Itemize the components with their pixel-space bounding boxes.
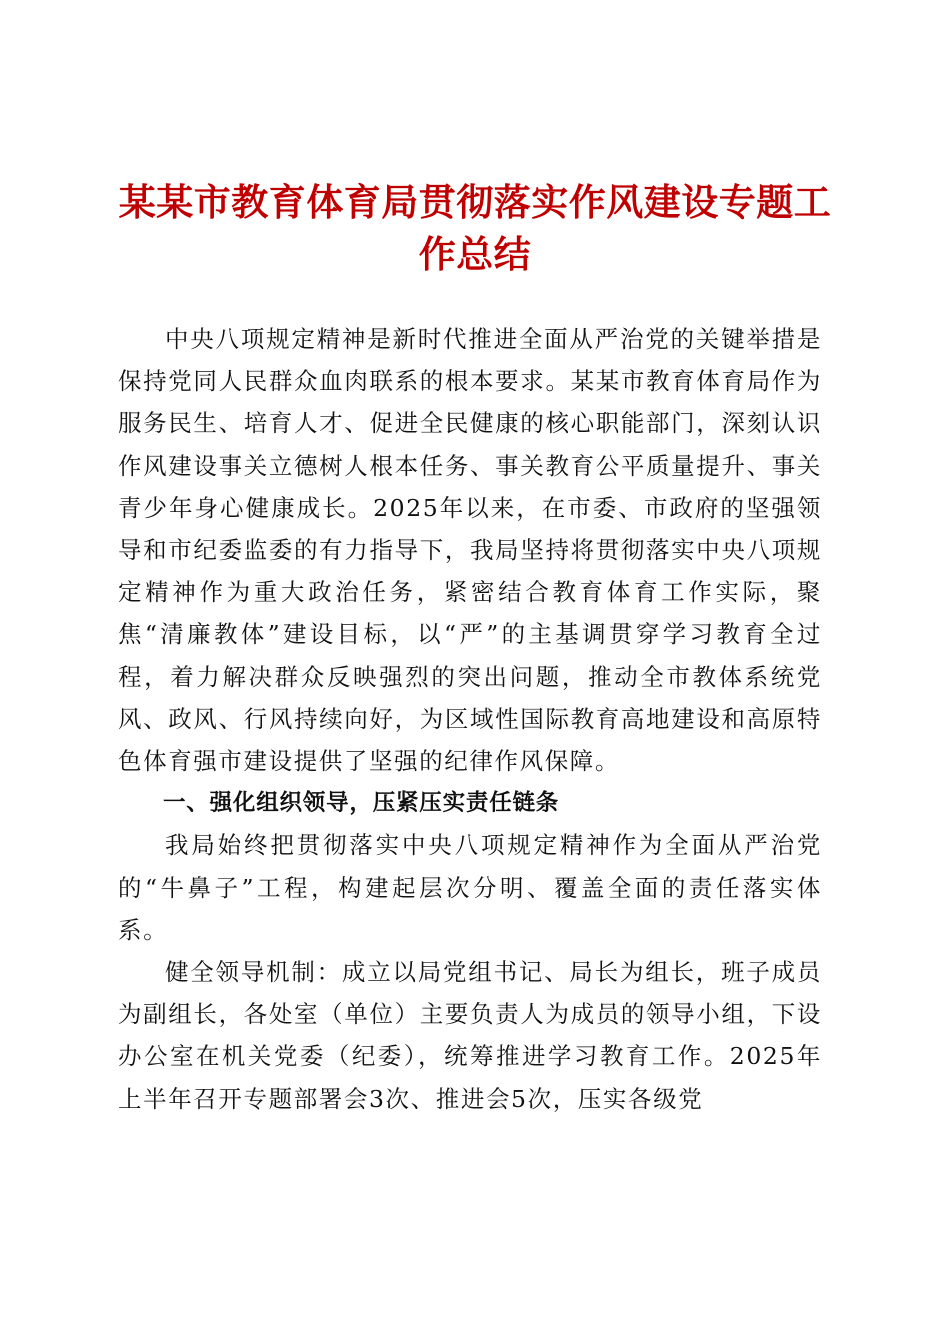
- section-heading: 一、强化组织领导，压紧压实责任链条: [163, 790, 560, 817]
- document-body: [118, 318, 822, 1120]
- body-paragraph: 我局始终把贯彻落实中央八项规定精神作为全面从严治党的“牛鼻子”工程，构建起层次分明、覆盖全面的责任落实体系。: [118, 831, 822, 944]
- body-paragraph: 健全领导机制：成立以局党组书记、局长为组长，班子成员为副组长，各处室（单位）主要负责人为成员的领导小组，下设办公室在机关党委（纪委），统筹推进学习教育工作。2025年上半年召开专题部署会3次、推进会5次，压实各级党: [118, 958, 822, 1113]
- document-title: 某某市教育体育局贯彻落实作风建设专题工作总结: [118, 180, 832, 276]
- intro-paragraph: 中央八项规定精神是新时代推进全面从严治党的关键举措是保持党同人民群众血肉联系的根本要求。某某市教育体育局作为服务民生、培育人才、促进全民健康的核心职能部门，深刻认识作风建设事关立德树人根本任务、事关教育公平质量提升、事关青少年身心健康成长。2025年以来，在市委、市政府的坚强领导和市纪委监委的有力指导下，我局坚持将贯彻落实中央八项规定精神作为重大政治任务，紧密结合教育体育工作实际，聚焦“清廉教体”建设目标，以“严”的主基调贯穿学习教育全过程，着力解决群众反映强烈的突出问题，推动全市教体系统党风、政风、行风持续向好，为区域性国际教育高地建设和高原特色体育强市建设提供了坚强的纪律作风保障。: [118, 325, 822, 776]
